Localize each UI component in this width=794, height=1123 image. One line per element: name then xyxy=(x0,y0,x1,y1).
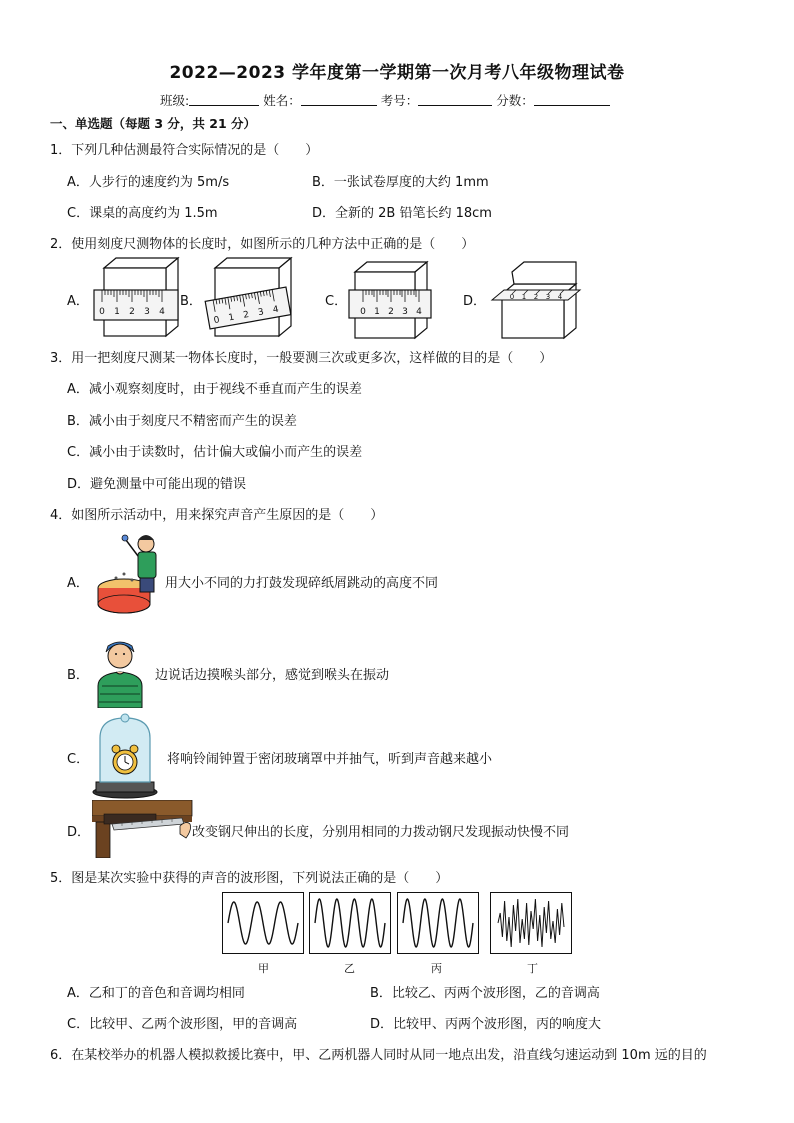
q1-stem: 1．下列几种估测最符合实际情况的是（ ） xyxy=(50,143,319,158)
q5-option-c: C．比较甲、乙两个波形图，甲的音调高 xyxy=(67,1017,298,1032)
ruler-a-digit-3: 3 xyxy=(144,307,150,317)
waveform-bing xyxy=(397,892,479,954)
ruler-d-digit-2: 2 xyxy=(533,293,539,301)
q4-label-c: C． xyxy=(67,752,90,767)
talking-boy-image xyxy=(94,638,150,708)
ruler-c-digit-1: 1 xyxy=(374,307,380,317)
name-label: 姓名： xyxy=(263,93,301,108)
ruler-d-digit-3: 3 xyxy=(545,293,551,301)
q4-label-d: D． xyxy=(67,825,91,840)
q5-stem: 5．图是某次实验中获得的声音的波形图，下列说法正确的是（ ） xyxy=(50,871,449,886)
waveform-label-jia: 甲 xyxy=(258,962,269,975)
ruler-c xyxy=(349,290,431,318)
ruler-b-digit-1: 1 xyxy=(227,312,236,324)
q2-figure-a xyxy=(92,256,182,344)
q2-figure-d xyxy=(490,258,582,344)
ruler-c-digit-2: 2 xyxy=(388,307,394,317)
q4-option-d: 改变钢尺伸出的长度，分别用相同的力拨动钢尺发现振动快慢不同 xyxy=(192,825,570,840)
waveform-label-ding: 丁 xyxy=(527,962,538,975)
ruler-a-digit-4: 4 xyxy=(159,307,165,317)
ruler-b-digit-4: 4 xyxy=(272,304,280,316)
q2-label-a: A． xyxy=(67,294,89,309)
q3-option-d: D．避免测量中可能出现的错误 xyxy=(67,477,247,492)
waveform-jia xyxy=(222,892,304,954)
q3-option-a: A．减小观察刻度时，由于视线不垂直而产生的误差 xyxy=(67,382,362,397)
ruler-c-digit-4: 4 xyxy=(416,307,422,317)
q4-label-b: B． xyxy=(67,668,89,683)
q2-label-b: B． xyxy=(180,294,202,309)
name-blank xyxy=(301,93,377,106)
ruler-b-digit-0: 0 xyxy=(213,315,221,327)
q2-figure-b xyxy=(203,256,295,344)
q3-stem: 3．用一把刻度尺测某一物体长度时，一般要测三次或更多次，这样做的目的是（ ） xyxy=(50,351,553,366)
q2-label-c: C． xyxy=(325,294,348,309)
waveform-label-bing: 丙 xyxy=(431,962,442,975)
student-info-line xyxy=(160,91,610,109)
number-blank xyxy=(418,93,492,106)
q3-option-c: C．减小由于读数时，估计偏大或偏小而产生的误差 xyxy=(67,445,363,460)
q2-label-d: D． xyxy=(463,294,487,309)
q4-option-c: 将响铃闹钟置于密闭玻璃罩中并抽气，听到声音越来越小 xyxy=(167,752,493,767)
q2-stem: 2．使用刻度尺测物体的长度时，如图所示的几种方法中正确的是（ ） xyxy=(50,237,475,252)
q1-option-a: A．人步行的速度约为 5m/s xyxy=(67,175,230,190)
q1-option-b: B．一张试卷厚度的大约 1mm xyxy=(312,175,489,190)
drum-boy-image xyxy=(94,530,166,622)
q4-label-a: A． xyxy=(67,576,89,591)
q4-option-a: 用大小不同的力打鼓发现碎纸屑跳动的高度不同 xyxy=(165,576,439,591)
waveform-label-yi: 乙 xyxy=(344,962,355,975)
class-label: 班级: xyxy=(160,93,190,108)
ruler-c-digit-3: 3 xyxy=(402,307,408,317)
q4-option-b: 边说话边摸喉头部分，感觉到喉头在振动 xyxy=(155,668,390,683)
page-title: 2022—2023 学年度第一学期第一次月考八年级物理试卷 xyxy=(169,63,625,83)
steel-ruler-image xyxy=(92,800,196,858)
q5-option-d: D．比较甲、丙两个波形图，丙的响度大 xyxy=(370,1017,602,1032)
ruler-a-digit-2: 2 xyxy=(129,307,135,317)
score-blank xyxy=(534,93,610,106)
q5-option-b: B．比较乙、丙两个波形图，乙的音调高 xyxy=(370,986,600,1001)
ruler-a-digit-0: 0 xyxy=(99,307,105,317)
q4-stem: 4．如图所示活动中，用来探究声音产生原因的是（ ） xyxy=(50,508,384,523)
ruler-a-digit-1: 1 xyxy=(114,307,120,317)
q6-stem: 6．在某校举办的机器人模拟救援比赛中，甲、乙两机器人同时从同一地点出发，沿直线匀速运动到 10m 远的目的 xyxy=(50,1048,707,1063)
score-label: 分数： xyxy=(496,93,534,108)
section-heading: 一、单选题（每题 3 分，共 21 分） xyxy=(50,116,257,131)
ruler-d-digit-1: 1 xyxy=(521,293,527,301)
waveform-ding xyxy=(490,892,572,954)
ruler-b-digit-3: 3 xyxy=(257,307,265,319)
waveform-yi xyxy=(309,892,391,954)
q5-option-a: A．乙和丁的音色和音调均相同 xyxy=(67,986,245,1001)
ruler-c-digit-0: 0 xyxy=(360,307,366,317)
q1-option-c: C．课桌的高度约为 1.5m xyxy=(67,206,218,221)
q1-option-d: D．全新的 2B 铅笔长约 18cm xyxy=(312,206,492,221)
ruler-d-digit-0: 0 xyxy=(509,293,515,301)
q3-option-b: B．减小由于刻度尺不精密而产生的误差 xyxy=(67,414,297,429)
ruler-b-digit-2: 2 xyxy=(242,309,250,321)
class-blank xyxy=(189,93,259,106)
ruler-d xyxy=(492,290,580,301)
number-label: 考号： xyxy=(380,93,419,108)
q2-figure-c xyxy=(345,260,433,344)
ruler-d-digit-4: 4 xyxy=(557,293,563,301)
bell-jar-image xyxy=(90,712,160,800)
